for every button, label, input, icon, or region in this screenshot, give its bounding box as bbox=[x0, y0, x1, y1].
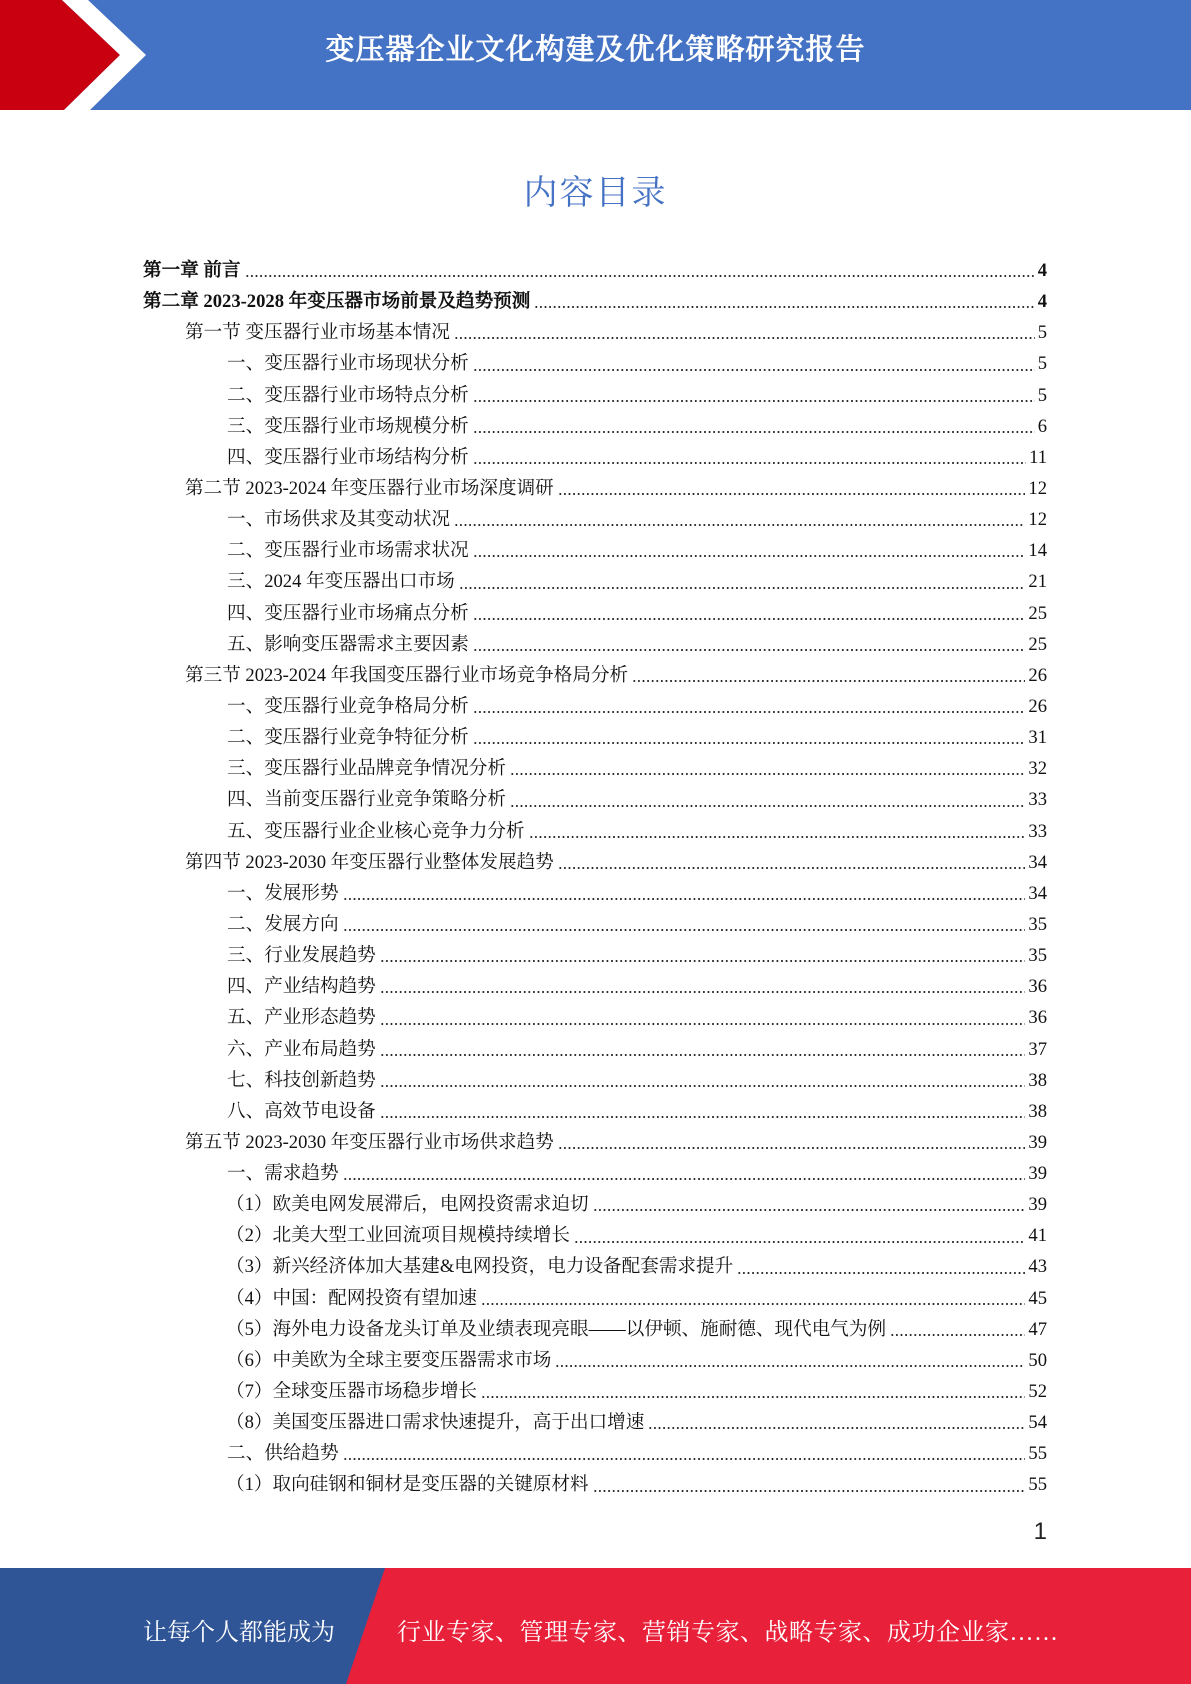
dot-leader bbox=[648, 1426, 1025, 1430]
toc-entry-page-number: 41 bbox=[1028, 1225, 1047, 1247]
toc-entry-page-number: 50 bbox=[1028, 1349, 1047, 1371]
toc-entry-label: 二、发展方向 bbox=[227, 913, 339, 935]
dot-leader bbox=[555, 1364, 1025, 1368]
toc-section-entry[interactable] bbox=[0, 847, 1191, 878]
toc-entry-page-number: 55 bbox=[1028, 1474, 1047, 1496]
toc-entry-label: （1）欧美电网发展滞后，电网投资需求迫切 bbox=[226, 1194, 589, 1216]
toc-entry-label: （8）美国变压器进口需求快速提升，高于出口增速 bbox=[226, 1412, 645, 1434]
dot-leader bbox=[890, 1333, 1025, 1337]
toc-subitem-entry[interactable] bbox=[0, 1189, 1191, 1220]
toc-entry-page-number: 4 bbox=[1037, 291, 1047, 313]
dot-leader bbox=[454, 336, 1035, 340]
dot-leader bbox=[737, 1271, 1025, 1275]
toc-entry-label: 五、影响变压器需求主要因素 bbox=[227, 633, 469, 655]
toc-entry-label: 一、发展形势 bbox=[227, 882, 339, 904]
dot-leader bbox=[481, 1395, 1025, 1399]
toc-entry-label: 一、需求趋势 bbox=[227, 1163, 339, 1185]
toc-item-entry[interactable] bbox=[0, 909, 1191, 940]
toc-entry-label: （4）中国：配网投资有望加速 bbox=[226, 1287, 478, 1309]
toc-entry-page-number: 26 bbox=[1028, 664, 1047, 686]
dot-leader bbox=[473, 617, 1026, 621]
toc-subitem-entry[interactable] bbox=[0, 1407, 1191, 1438]
toc-entry-label: （7）全球变压器市场稳步增长 bbox=[226, 1381, 478, 1403]
toc-entry-label: 二、变压器行业市场需求状况 bbox=[227, 540, 469, 562]
toc-entry-page-number: 25 bbox=[1028, 602, 1047, 624]
report-title: 变压器企业文化构建及优化策略研究报告 bbox=[325, 34, 866, 66]
toc-entry-label: 第三节 2023-2024 年我国变压器行业市场竞争格局分析 bbox=[185, 664, 629, 686]
page-number: 1 bbox=[1033, 1518, 1047, 1545]
toc-entry-page-number: 6 bbox=[1037, 415, 1047, 437]
toc-item-entry[interactable] bbox=[0, 816, 1191, 847]
toc-entry-label: 四、变压器行业市场结构分析 bbox=[227, 446, 469, 468]
dot-leader bbox=[529, 835, 1026, 839]
dot-leader bbox=[473, 741, 1026, 745]
toc-entry-label: （5）海外电力设备龙头订单及业绩表现亮眼——以伊顿、施耐德、现代电气为例 bbox=[226, 1318, 887, 1340]
toc-entry-label: 第五节 2023-2030 年变压器行业市场供求趋势 bbox=[185, 1131, 554, 1153]
table-of-contents bbox=[0, 255, 1191, 1501]
toc-entry-label: 五、产业形态趋势 bbox=[227, 1007, 376, 1029]
dot-leader bbox=[473, 399, 1035, 403]
toc-entry-page-number: 12 bbox=[1028, 477, 1047, 499]
toc-entry-label: 四、当前变压器行业竞争策略分析 bbox=[227, 789, 506, 811]
dot-leader bbox=[473, 461, 1026, 465]
toc-entry-page-number: 39 bbox=[1028, 1194, 1047, 1216]
toc-entry-page-number: 33 bbox=[1028, 789, 1047, 811]
toc-item-entry[interactable] bbox=[0, 411, 1191, 442]
toc-entry-page-number: 47 bbox=[1028, 1318, 1047, 1340]
dot-leader bbox=[473, 554, 1026, 558]
dot-leader bbox=[558, 866, 1026, 870]
toc-entry-page-number: 34 bbox=[1028, 851, 1047, 873]
toc-subitem-entry[interactable] bbox=[0, 1345, 1191, 1376]
toc-entry-label: 五、变压器行业企业核心竞争力分析 bbox=[227, 820, 525, 842]
toc-item-entry[interactable] bbox=[0, 940, 1191, 971]
toc-entry-label: 三、2024 年变压器出口市场 bbox=[227, 571, 455, 593]
toc-item-entry[interactable] bbox=[0, 598, 1191, 629]
toc-subitem-entry[interactable] bbox=[0, 1469, 1191, 1500]
toc-entry-label: 六、产业布局趋势 bbox=[227, 1038, 376, 1060]
toc-entry-page-number: 31 bbox=[1028, 727, 1047, 749]
toc-entry-page-number: 55 bbox=[1028, 1443, 1047, 1465]
dot-leader bbox=[343, 897, 1026, 901]
dot-leader bbox=[481, 1302, 1025, 1306]
dot-leader bbox=[459, 586, 1026, 590]
toc-subitem-entry[interactable] bbox=[0, 1314, 1191, 1345]
toc-entry-label: 第二章 2023-2028 年变压器市场前景及趋势预测 bbox=[143, 291, 531, 313]
toc-entry-page-number: 21 bbox=[1028, 571, 1047, 593]
toc-item-entry[interactable] bbox=[0, 442, 1191, 473]
toc-subitem-entry[interactable] bbox=[0, 1283, 1191, 1314]
toc-item-entry[interactable] bbox=[0, 1158, 1191, 1189]
toc-subitem-entry[interactable] bbox=[0, 1252, 1191, 1283]
toc-entry-page-number: 35 bbox=[1028, 945, 1047, 967]
toc-entry-page-number: 39 bbox=[1028, 1131, 1047, 1153]
toc-item-entry[interactable] bbox=[0, 971, 1191, 1002]
toc-item-entry[interactable] bbox=[0, 1438, 1191, 1469]
toc-entry-page-number: 43 bbox=[1028, 1256, 1047, 1278]
toc-entry-page-number: 45 bbox=[1028, 1287, 1047, 1309]
toc-entry-page-number: 4 bbox=[1037, 259, 1047, 281]
toc-section-entry[interactable] bbox=[0, 660, 1191, 691]
toc-entry-page-number: 54 bbox=[1028, 1412, 1047, 1434]
toc-entry-page-number: 34 bbox=[1028, 882, 1047, 904]
toc-entry-page-number: 36 bbox=[1028, 1007, 1047, 1029]
toc-entry-page-number: 12 bbox=[1028, 509, 1047, 531]
toc-entry-label: 第四节 2023-2030 年变压器行业整体发展趋势 bbox=[185, 851, 554, 873]
toc-entry-label: （2）北美大型工业回流项目规模持续增长 bbox=[226, 1225, 570, 1247]
toc-entry-page-number: 38 bbox=[1028, 1069, 1047, 1091]
toc-entry-page-number: 35 bbox=[1028, 913, 1047, 935]
footer-slogan-right: 行业专家、管理专家、营销专家、战略专家、成功企业家…… bbox=[397, 1620, 1059, 1646]
toc-heading: 内容目录 bbox=[523, 174, 668, 212]
toc-entry-label: 三、变压器行业市场规模分析 bbox=[227, 415, 469, 437]
toc-item-entry[interactable] bbox=[0, 504, 1191, 535]
toc-section-entry[interactable] bbox=[0, 473, 1191, 504]
dot-leader bbox=[574, 1240, 1025, 1244]
toc-entry-label: （3）新兴经济体加大基建&电网投资，电力设备配套需求提升 bbox=[226, 1256, 734, 1278]
toc-item-entry[interactable] bbox=[0, 753, 1191, 784]
toc-entry-page-number: 26 bbox=[1028, 695, 1047, 717]
dot-leader bbox=[593, 1489, 1026, 1493]
toc-entry-page-number: 25 bbox=[1028, 633, 1047, 655]
toc-entry-page-number: 5 bbox=[1037, 322, 1047, 344]
dot-leader bbox=[510, 772, 1025, 776]
toc-entry-label: 四、变压器行业市场痛点分析 bbox=[227, 602, 469, 624]
dot-leader bbox=[558, 492, 1026, 496]
dot-leader bbox=[454, 523, 1025, 527]
dot-leader bbox=[473, 648, 1026, 652]
toc-section-entry[interactable] bbox=[0, 317, 1191, 348]
toc-entry-page-number: 37 bbox=[1028, 1038, 1047, 1060]
toc-entry-label: 二、变压器行业市场特点分析 bbox=[227, 384, 469, 406]
toc-entry-page-number: 14 bbox=[1028, 540, 1047, 562]
dot-leader bbox=[473, 710, 1026, 714]
toc-entry-label: 一、市场供求及其变动状况 bbox=[227, 509, 451, 531]
dot-leader bbox=[510, 804, 1025, 808]
toc-entry-page-number: 38 bbox=[1028, 1100, 1047, 1122]
dot-leader bbox=[558, 1146, 1026, 1150]
toc-chapter-entry[interactable] bbox=[0, 286, 1191, 317]
dot-leader bbox=[473, 430, 1035, 434]
toc-entry-page-number: 39 bbox=[1028, 1163, 1047, 1185]
toc-item-entry[interactable] bbox=[0, 1034, 1191, 1065]
toc-item-entry[interactable] bbox=[0, 380, 1191, 411]
toc-entry-label: 第一章 前言 bbox=[143, 259, 241, 281]
toc-entry-page-number: 5 bbox=[1037, 353, 1047, 375]
dot-leader bbox=[380, 959, 1026, 963]
dot-leader bbox=[593, 1208, 1026, 1212]
toc-item-entry[interactable] bbox=[0, 566, 1191, 597]
toc-chapter-entry[interactable] bbox=[0, 255, 1191, 286]
toc-entry-page-number: 36 bbox=[1028, 976, 1047, 998]
toc-item-entry[interactable] bbox=[0, 348, 1191, 379]
toc-entry-page-number: 32 bbox=[1028, 758, 1047, 780]
toc-entry-label: 一、变压器行业市场现状分析 bbox=[227, 353, 469, 375]
toc-item-entry[interactable] bbox=[0, 1096, 1191, 1127]
dot-leader bbox=[380, 1022, 1026, 1026]
toc-section-entry[interactable] bbox=[0, 1127, 1191, 1158]
dot-leader bbox=[534, 305, 1034, 309]
dot-leader bbox=[380, 990, 1026, 994]
dot-leader bbox=[380, 1115, 1026, 1119]
toc-subitem-entry[interactable] bbox=[0, 1376, 1191, 1407]
toc-entry-page-number: 52 bbox=[1028, 1381, 1047, 1403]
toc-entry-label: 一、变压器行业竞争格局分析 bbox=[227, 695, 469, 717]
toc-entry-page-number: 11 bbox=[1029, 446, 1047, 468]
toc-item-entry[interactable] bbox=[0, 535, 1191, 566]
toc-entry-page-number: 33 bbox=[1028, 820, 1047, 842]
toc-entry-label: 三、行业发展趋势 bbox=[227, 945, 376, 967]
toc-entry-label: 三、变压器行业品牌竞争情况分析 bbox=[227, 758, 506, 780]
toc-entry-label: 二、变压器行业竞争特征分析 bbox=[227, 727, 469, 749]
toc-entry-label: 二、供给趋势 bbox=[227, 1443, 339, 1465]
dot-leader bbox=[343, 1177, 1026, 1181]
dot-leader bbox=[245, 274, 1035, 278]
toc-item-entry[interactable] bbox=[0, 784, 1191, 815]
dot-leader bbox=[343, 1457, 1026, 1461]
toc-entry-label: （6）中美欧为全球主要变压器需求市场 bbox=[226, 1349, 552, 1371]
toc-entry-label: 第一节 变压器行业市场基本情况 bbox=[185, 322, 450, 344]
toc-item-entry[interactable] bbox=[0, 878, 1191, 909]
toc-entry-page-number: 5 bbox=[1037, 384, 1047, 406]
dot-leader bbox=[380, 1053, 1026, 1057]
dot-leader bbox=[343, 928, 1026, 932]
toc-entry-label: 八、高效节电设备 bbox=[227, 1100, 376, 1122]
report-header-banner bbox=[0, 0, 1191, 110]
toc-item-entry[interactable] bbox=[0, 722, 1191, 753]
dot-leader bbox=[473, 368, 1035, 372]
toc-subitem-entry[interactable] bbox=[0, 1220, 1191, 1251]
toc-item-entry[interactable] bbox=[0, 1002, 1191, 1033]
toc-entry-label: 第二节 2023-2024 年变压器行业市场深度调研 bbox=[185, 477, 554, 499]
toc-item-entry[interactable] bbox=[0, 691, 1191, 722]
dot-leader bbox=[380, 1084, 1026, 1088]
toc-item-entry[interactable] bbox=[0, 629, 1191, 660]
toc-entry-label: 四、产业结构趋势 bbox=[227, 976, 376, 998]
toc-entry-label: 七、科技创新趋势 bbox=[227, 1069, 376, 1091]
toc-item-entry[interactable] bbox=[0, 1065, 1191, 1096]
report-footer-banner bbox=[0, 1568, 1191, 1684]
dot-leader bbox=[632, 679, 1025, 683]
footer-slogan-left: 让每个人都能成为 bbox=[143, 1620, 335, 1646]
toc-entry-label: （1）取向硅钢和铜材是变压器的关键原材料 bbox=[226, 1474, 589, 1496]
